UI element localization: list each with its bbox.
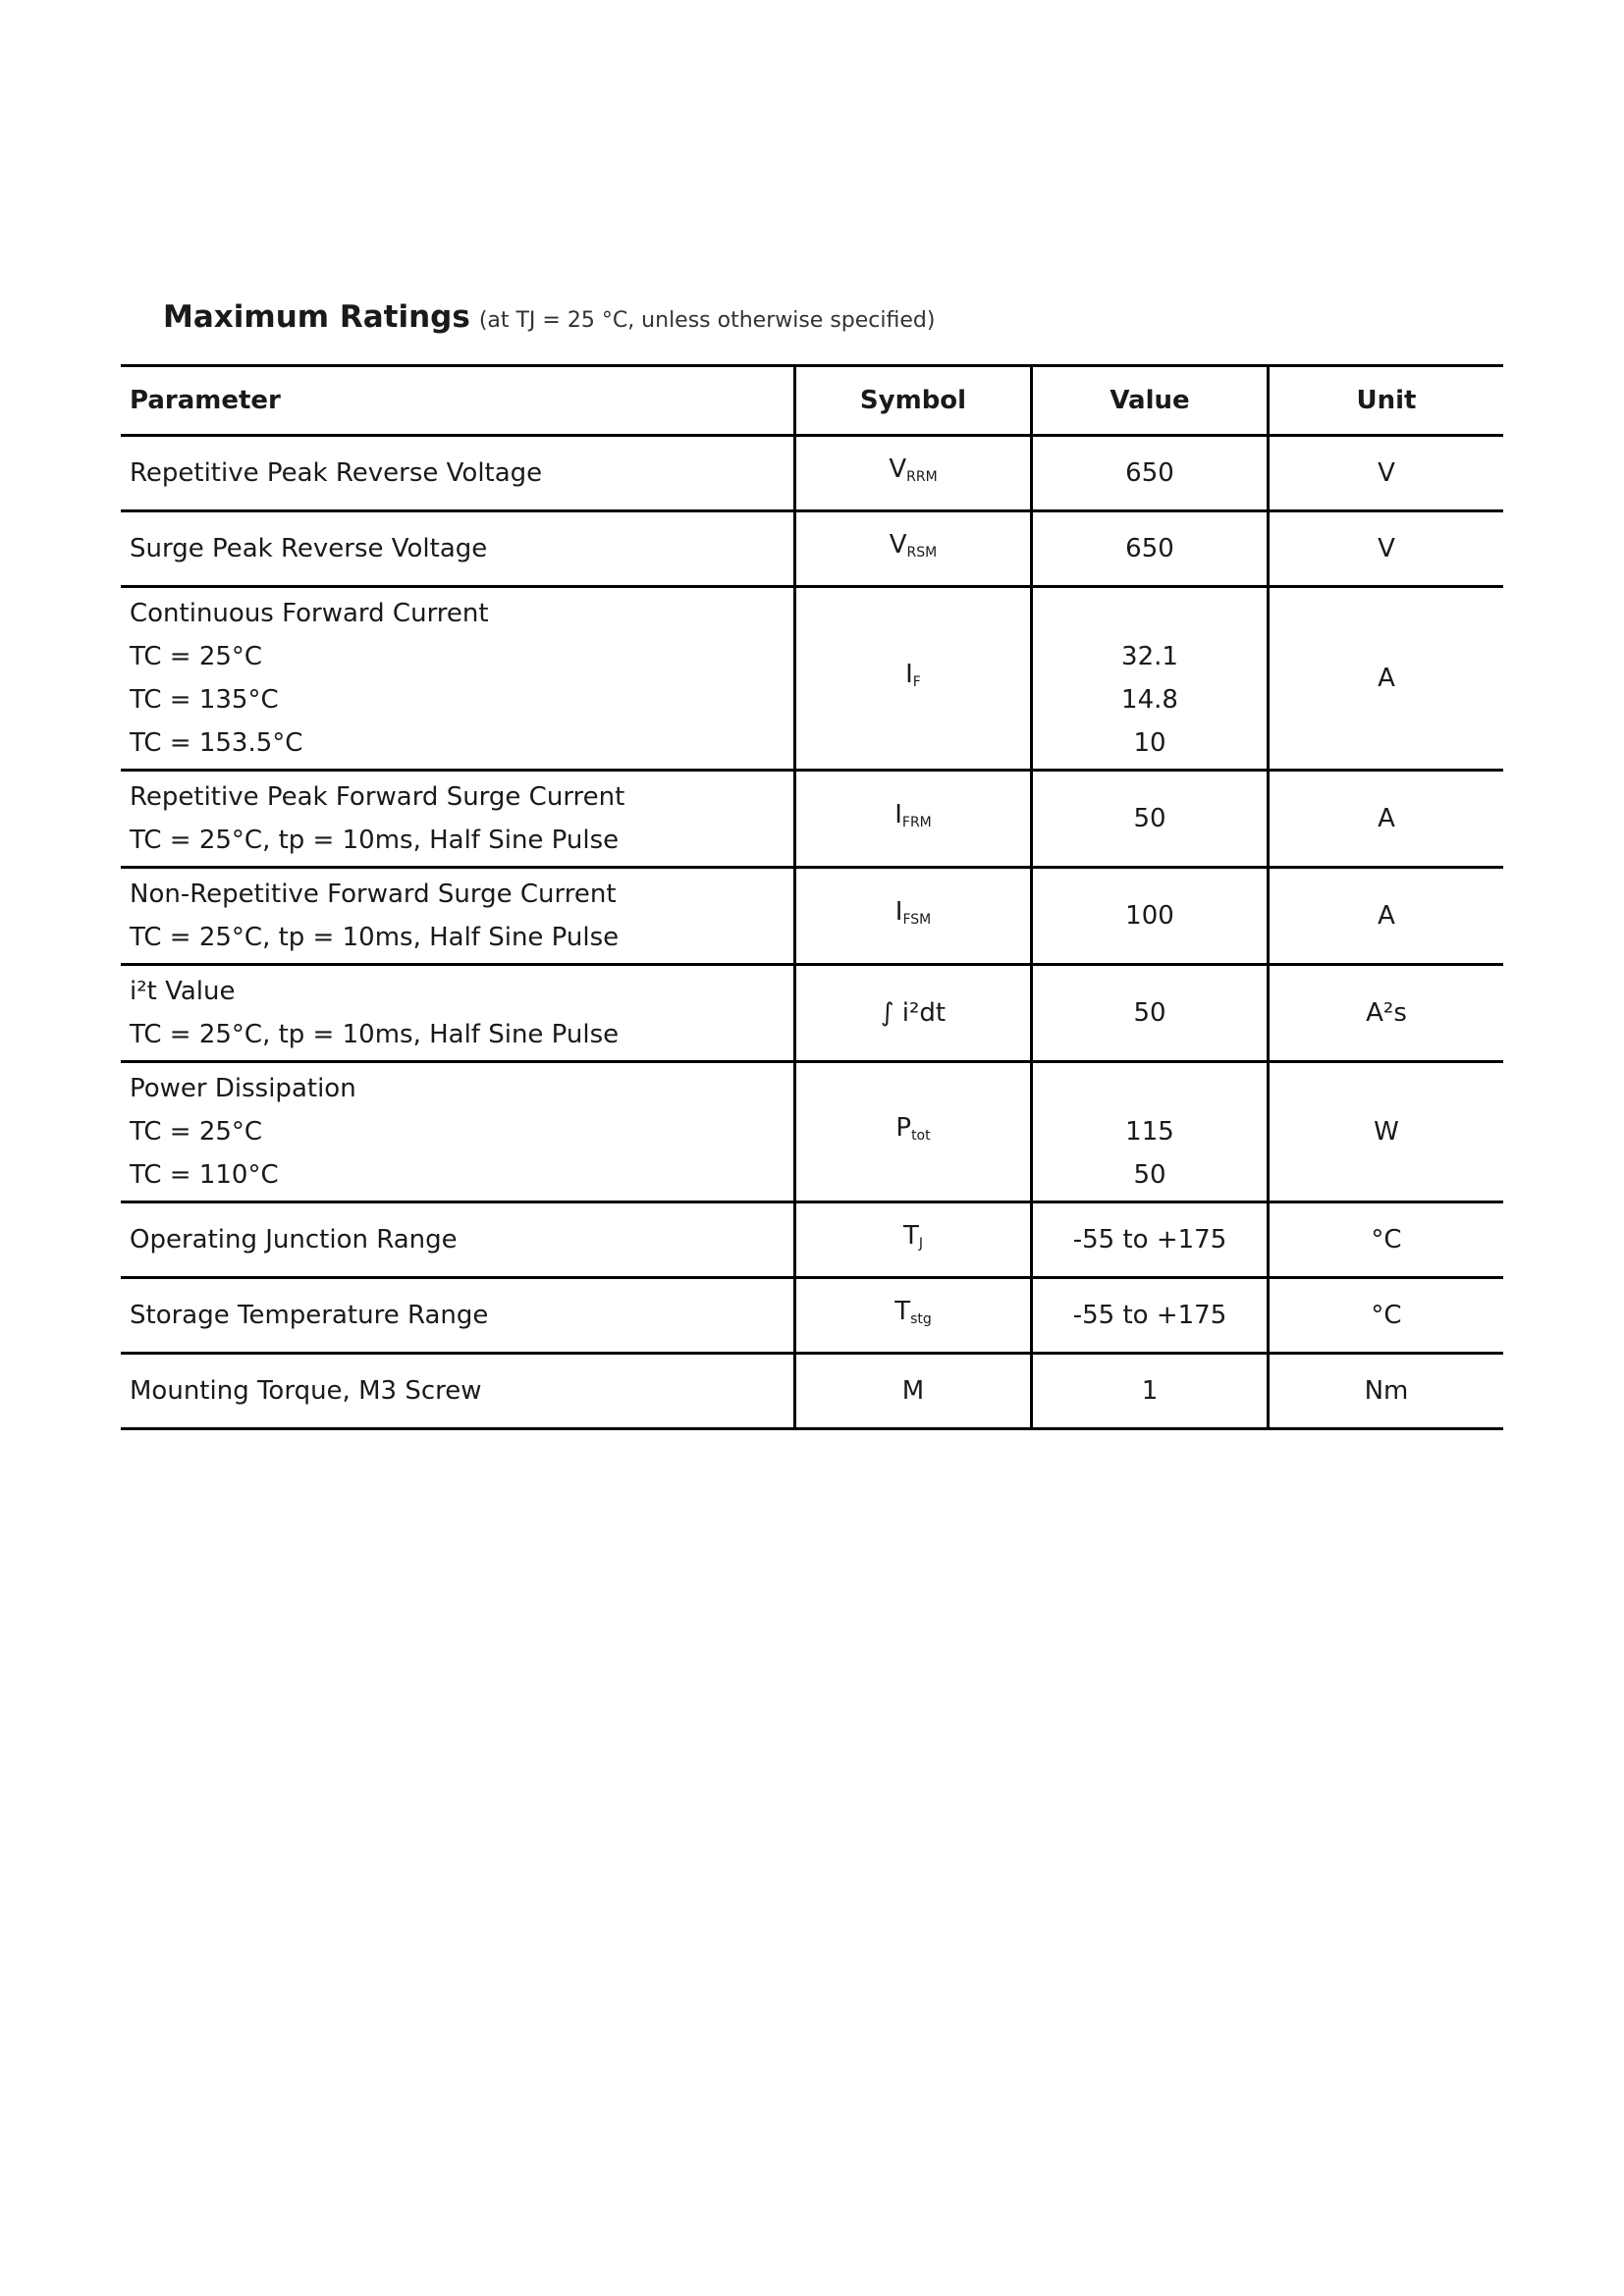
unit-cell: °C [1269, 1202, 1504, 1278]
symbol-base: ∫ i²dt [880, 998, 947, 1028]
value-cell [1032, 511, 1269, 587]
symbol-subscript: stg [910, 1311, 932, 1327]
unit-cell: A [1269, 868, 1504, 965]
symbol-cell [795, 436, 1032, 511]
symbol-cell [795, 1354, 1032, 1429]
parameter-condition: TC = 25°C, tp = 10ms, Half Sine Pulse [130, 826, 620, 855]
parameter-name: Repetitive Peak Reverse Voltage [130, 458, 543, 488]
unit-cell: A [1269, 587, 1504, 771]
table-header-row [121, 366, 1503, 436]
symbol-subscript: FSM [902, 912, 932, 928]
value-entry: 50 [1133, 1160, 1166, 1190]
symbol-subscript: J [918, 1236, 924, 1252]
value-cell [1032, 771, 1269, 868]
parameter-name: Surge Peak Reverse Voltage [130, 534, 488, 563]
parameter-name: Repetitive Peak Forward Surge Current [130, 782, 625, 812]
parameter-cell [121, 771, 795, 868]
parameter-condition: TC = 25°C [130, 642, 263, 671]
value-entry: 100 [1125, 901, 1174, 931]
symbol-subscript: tot [911, 1128, 931, 1144]
symbol-base: I [905, 660, 913, 689]
column-header-parameter: Parameter [121, 366, 795, 436]
table-row [121, 1354, 1503, 1429]
parameter-condition: TC = 25°C, tp = 10ms, Half Sine Pulse [130, 1020, 620, 1049]
unit-cell: A²s [1269, 965, 1504, 1062]
parameter-name: Continuous Forward Current [130, 599, 489, 628]
symbol-subscript: RRM [906, 469, 938, 485]
table-row [121, 587, 1503, 771]
value-spacer [1033, 592, 1267, 635]
parameter-cell [121, 1278, 795, 1354]
parameter-cell [121, 1354, 795, 1429]
value-entry: 50 [1133, 804, 1166, 833]
value-entry: 32.1 [1121, 642, 1178, 671]
unit-cell: W [1269, 1062, 1504, 1202]
value-cell [1032, 1278, 1269, 1354]
symbol-base: V [889, 530, 907, 560]
table-row [121, 965, 1503, 1062]
symbol-base: I [894, 897, 903, 927]
symbol-base: V [889, 454, 907, 484]
table-row [121, 511, 1503, 587]
parameter-cell [121, 511, 795, 587]
symbol-subscript: F [912, 674, 921, 690]
section-heading [163, 299, 935, 335]
parameter-condition: TC = 110°C [130, 1160, 279, 1190]
symbol-base: T [894, 1297, 911, 1326]
table-row [121, 868, 1503, 965]
symbol-cell [795, 771, 1032, 868]
symbol-cell [795, 1202, 1032, 1278]
symbol-base: T [902, 1221, 919, 1251]
value-entry: 650 [1125, 534, 1174, 563]
symbol-cell [795, 511, 1032, 587]
unit-cell: A [1269, 771, 1504, 868]
section-condition: (at TJ = 25 °C, unless otherwise specified) [478, 308, 936, 333]
symbol-base: P [895, 1113, 912, 1143]
symbol-base: M [901, 1376, 925, 1406]
parameter-condition: TC = 153.5°C [130, 728, 303, 758]
symbol-subscript: FRM [901, 815, 932, 830]
value-cell [1032, 587, 1269, 771]
value-cell [1032, 965, 1269, 1062]
table-row [121, 771, 1503, 868]
value-cell [1032, 1062, 1269, 1202]
parameter-condition: TC = 25°C, tp = 10ms, Half Sine Pulse [130, 923, 620, 952]
symbol-cell [795, 965, 1032, 1062]
value-entry: 650 [1125, 458, 1174, 488]
symbol-cell [795, 868, 1032, 965]
parameter-cell [121, 436, 795, 511]
value-entry: 115 [1125, 1117, 1174, 1147]
parameter-name: Mounting Torque, M3 Screw [130, 1376, 482, 1406]
value-entry: 50 [1133, 998, 1166, 1028]
parameter-name: i²t Value [130, 977, 236, 1006]
table-row [121, 1278, 1503, 1354]
unit-cell: Nm [1269, 1354, 1504, 1429]
column-header-value: Value [1032, 366, 1269, 436]
unit-cell: V [1269, 436, 1504, 511]
value-entry: -55 to +175 [1072, 1301, 1227, 1330]
value-entry: 14.8 [1121, 685, 1178, 715]
parameter-condition: TC = 25°C [130, 1117, 263, 1147]
symbol-base: I [894, 800, 902, 829]
symbol-cell [795, 1062, 1032, 1202]
table-row [121, 1202, 1503, 1278]
value-spacer [1033, 1067, 1267, 1110]
column-header-unit: Unit [1269, 366, 1504, 436]
parameter-cell [121, 868, 795, 965]
unit-cell: V [1269, 511, 1504, 587]
table-row [121, 1062, 1503, 1202]
parameter-name: Power Dissipation [130, 1074, 356, 1103]
parameter-name: Storage Temperature Range [130, 1301, 489, 1330]
parameter-cell [121, 587, 795, 771]
section-title: Maximum Ratings [163, 299, 470, 335]
column-header-symbol: Symbol [795, 366, 1032, 436]
value-cell [1032, 868, 1269, 965]
table-row [121, 436, 1503, 511]
symbol-cell [795, 587, 1032, 771]
value-cell [1032, 436, 1269, 511]
parameter-cell [121, 1062, 795, 1202]
unit-cell: °C [1269, 1278, 1504, 1354]
value-cell [1032, 1354, 1269, 1429]
parameter-name: Operating Junction Range [130, 1225, 458, 1255]
value-cell [1032, 1202, 1269, 1278]
value-entry: -55 to +175 [1072, 1225, 1227, 1255]
parameter-cell [121, 1202, 795, 1278]
symbol-cell [795, 1278, 1032, 1354]
parameter-cell [121, 965, 795, 1062]
value-entry: 10 [1133, 728, 1166, 758]
parameter-condition: TC = 135°C [130, 685, 279, 715]
symbol-subscript: RSM [906, 545, 938, 561]
parameter-name: Non-Repetitive Forward Surge Current [130, 880, 617, 909]
maximum-ratings-table [121, 364, 1503, 1430]
value-entry: 1 [1141, 1376, 1159, 1406]
